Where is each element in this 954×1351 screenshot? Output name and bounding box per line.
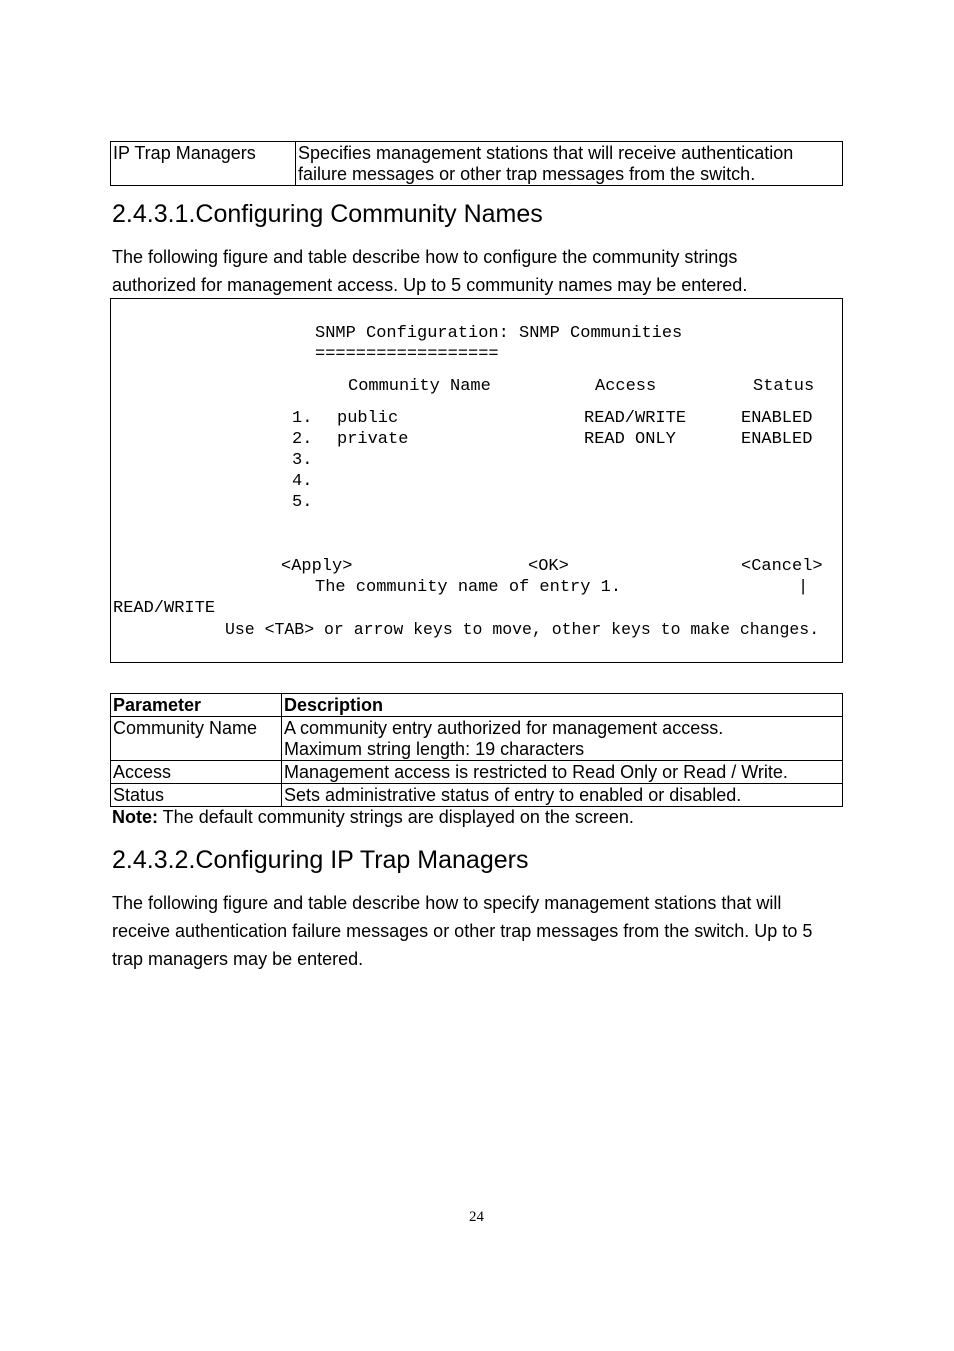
- key-hint: Use <TAB> or arrow keys to move, other keys to make changes.: [225, 620, 820, 639]
- desc-line: A community entry authorized for management access.: [284, 718, 724, 738]
- parameter-table: [110, 693, 843, 807]
- column-header-status: Status: [753, 377, 815, 396]
- desc-cell: Sets administrative status of entry to enabled or disabled.: [282, 784, 843, 807]
- param-cell: Access: [111, 761, 282, 784]
- cancel-button[interactable]: <Cancel>: [741, 557, 823, 576]
- trap-managers-table: [110, 141, 843, 186]
- row-number: 1.: [292, 409, 313, 428]
- section-intro: [112, 889, 812, 973]
- desc-line: Maximum string length: 19 characters: [284, 739, 585, 759]
- param-cell: Status: [111, 784, 282, 807]
- column-header-access: Access: [595, 377, 657, 396]
- desc-cell: Management access is restricted to Read Only or Read / Write.: [282, 761, 843, 784]
- desc-cell: [296, 142, 843, 186]
- access-mode: READ/WRITE: [113, 599, 216, 618]
- row-number: 2.: [292, 430, 313, 449]
- screen-title: SNMP Configuration: SNMP Communities: [315, 324, 683, 343]
- note: [112, 807, 634, 828]
- column-header-name: Community Name: [348, 377, 491, 396]
- section-intro: [112, 243, 747, 299]
- intro-line: receive authentication failure messages or other trap messages from the switch. Up to 5: [112, 921, 813, 941]
- table-header-row: [111, 694, 843, 717]
- table-row: [111, 761, 843, 784]
- section-heading: 2.4.3.2.Configuring IP Trap Managers: [112, 846, 529, 874]
- terminal-screen: [110, 298, 843, 663]
- table-row: [111, 784, 843, 807]
- row-number: 5.: [292, 493, 313, 512]
- screen-title-underline: ==================: [315, 345, 499, 364]
- desc-line: Specifies management stations that will receive authentication: [298, 143, 794, 163]
- row-number: 3.: [292, 451, 313, 470]
- access-field[interactable]: READ ONLY: [584, 430, 676, 449]
- note-text: The default community strings are displayed on the screen.: [158, 807, 634, 827]
- page-number: 24: [469, 1209, 484, 1225]
- table-row: [111, 142, 843, 186]
- note-label: Note:: [112, 807, 158, 827]
- table-row: [111, 717, 843, 761]
- community-name-field[interactable]: private: [337, 430, 409, 449]
- intro-line: The following figure and table describe how to configure the community strings: [112, 247, 738, 267]
- community-name-field[interactable]: public: [337, 409, 399, 428]
- intro-line: authorized for management access. Up to 5 community names may be entered.: [112, 275, 748, 295]
- status-field[interactable]: ENABLED: [741, 409, 813, 428]
- intro-line: The following figure and table describe how to specify management stations that will: [112, 893, 782, 913]
- desc-line: failure messages or other trap messages from the switch.: [298, 164, 756, 184]
- desc-cell: [282, 717, 843, 761]
- section-heading: 2.4.3.1.Configuring Community Names: [112, 200, 543, 228]
- apply-button[interactable]: <Apply>: [281, 557, 353, 576]
- row-number: 4.: [292, 472, 313, 491]
- header-parameter: Parameter: [111, 694, 282, 717]
- access-field[interactable]: READ/WRITE: [584, 409, 687, 428]
- intro-line: trap managers may be entered.: [112, 949, 364, 969]
- status-field[interactable]: ENABLED: [741, 430, 813, 449]
- help-text: The community name of entry 1.: [315, 578, 622, 597]
- param-cell: Community Name: [111, 717, 282, 761]
- param-cell: IP Trap Managers: [111, 142, 296, 186]
- help-bar: |: [798, 578, 809, 597]
- community-row-5: [111, 492, 841, 555]
- ok-button[interactable]: <OK>: [528, 557, 569, 576]
- header-description: Description: [282, 694, 843, 717]
